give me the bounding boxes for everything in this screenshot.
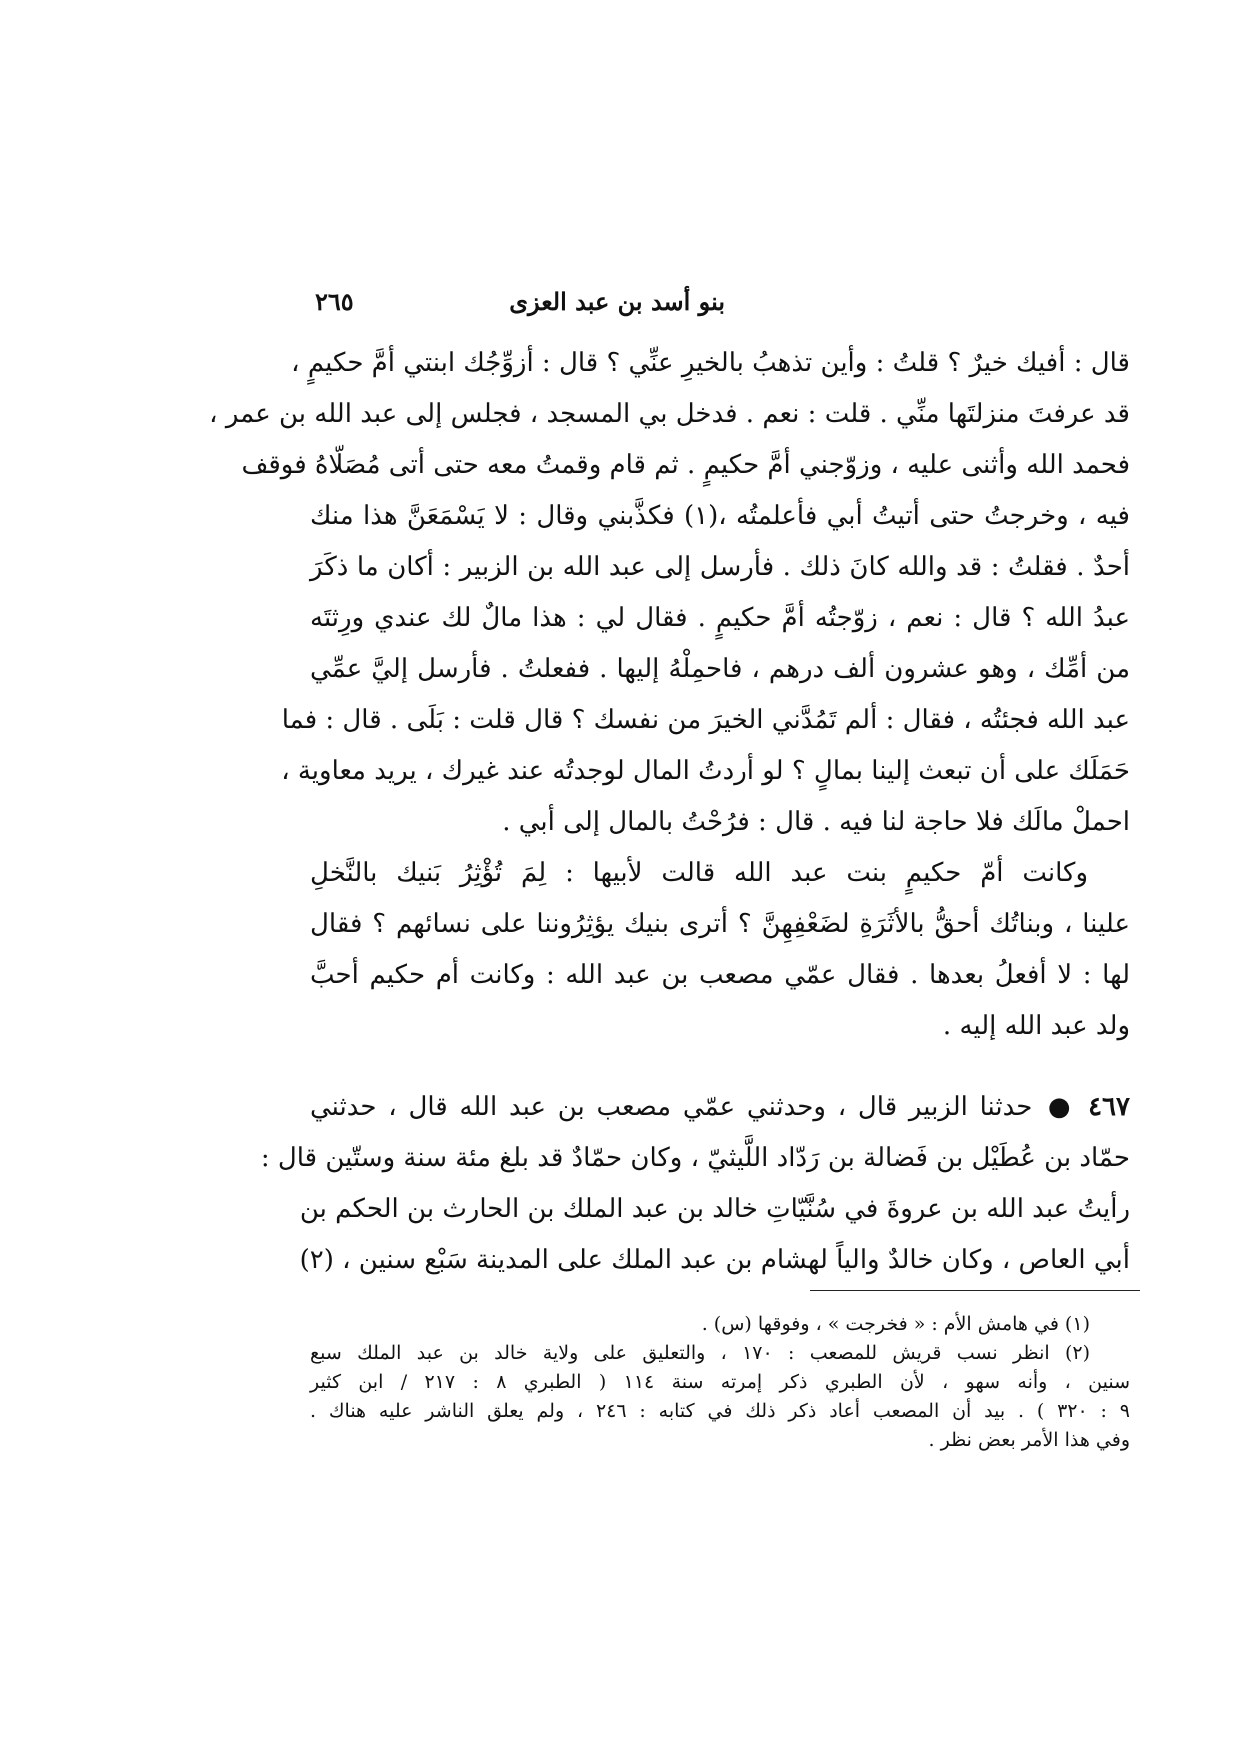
hadith-line-text: حدثنا الزبير قال ، وحدثني عمّي مصعب بن عبد الله قال ، حدثني	[310, 1092, 1033, 1122]
footnote-line: ٩ : ٣٢٠ ) . بيد أن المصعب أعاد ذكر ذلك في كتابه : ٢٤٦ ، ولم يعلق الناشر عليه هناك .	[310, 1400, 1131, 1422]
text-line: فحمد الله وأثنى عليه ، وزوّجني أمَّ حكيمٍ . ثم قام وقمتُ معه حتى أتى مُصَلّاهُ فوقف	[241, 450, 1130, 480]
bullet-icon: ●	[1044, 1092, 1075, 1122]
page-header	[315, 282, 725, 322]
text-line: رأيتُ عبد الله بن عروةَ في سُنَّيّاتِ خالد بن عبد الملك بن الحارث بن الحكم بن	[299, 1194, 1130, 1224]
text-line: أحدٌ . فقلتُ : قد والله كانَ ذلك . فأرسل إلى عبد الله بن الزبير : أكان ما ذكَرَ	[310, 552, 1130, 582]
footnote-line: وفي هذا الأمر بعض نظر .	[928, 1429, 1130, 1451]
text-line: قد عرفتَ منزلتَها منِّي . قلت : نعم . فدخل بي المسجد ، فجلس إلى عبد الله بن عمر ،	[209, 399, 1130, 429]
paragraph-1	[209, 338, 1130, 848]
footnote-divider	[810, 1290, 1140, 1291]
text-line: من أمِّك ، وهو عشرون ألف درهم ، فاحمِلْهُ إليها . ففعلتُ . فأرسل إليَّ عمِّي	[310, 654, 1130, 684]
text-line: عبد الله فجئتُه ، فقال : ألم تَمُدَّني الخيرَ من نفسك ؟ قال قلت : بَلَى . قال : فما	[281, 705, 1130, 735]
main-text	[209, 338, 1130, 1286]
running-title: بنو أسد بن عبد العزى	[509, 287, 725, 316]
footnote-line: (٢) انظر نسب قريش للمصعب : ١٧٠ ، والتعليق على ولاية خالد بن عبد الملك سبع	[310, 1342, 1090, 1364]
paragraph-2	[310, 848, 1130, 1052]
text-line: عبدُ الله ؟ قال : نعم ، زوّجتُه أمَّ حكيمٍ . فقال لي : هذا مالٌ لك عندي ورِثتَه	[310, 603, 1130, 633]
text-line: لها : لا أفعلُ بعدها . فقال عمّي مصعب بن عبد الله : وكانت أم حكيم أحبَّ	[310, 960, 1130, 990]
text-line: علينا ، وبناتُك أحقُّ بالأثَرَةِ لضَعْفِهِنَّ ؟ أترى بنيك يؤثِرُوننا على نسائهم ؟ فقال	[310, 909, 1130, 939]
text-line	[310, 1082, 1130, 1133]
text-line: احملْ مالَك فلا حاجة لنا فيه . قال : فرُحْتُ بالمال إلى أبي .	[502, 807, 1130, 837]
text-line: أبي العاص ، وكان خالدٌ والياً لهشام بن عبد الملك على المدينة سَبْع سنين ، (٢)	[299, 1245, 1130, 1275]
hadith-entry	[260, 1082, 1130, 1286]
text-line: فيه ، وخرجتُ حتى أتيتُ أبي فأعلمتُه ،(١) فكذَّبني وقال : لا يَسْمَعَنَّ هذا منك	[310, 501, 1130, 531]
footnotes	[310, 1310, 1130, 1455]
hadith-number: ٤٦٧	[1088, 1092, 1130, 1122]
footnote-line: سنين ، وأنه سهو ، لأن الطبري ذكر إمرته سنة ١١٤ ( الطبري ٨ : ٢١٧ / ابن كثير	[310, 1371, 1130, 1393]
text-line: وكانت أمّ حكيمٍ بنت عبد الله قالت لأبيها : لِمَ تُؤْثِرُ بَنيك بالنَّخلِ	[310, 858, 1088, 888]
text-line: حمّاد بن عُطَيْل بن فَضالة بن رَدّاد اللَّيثيّ ، وكان حمّادٌ قد بلغ مئة سنة وستّين قال :	[260, 1143, 1130, 1173]
text-line: قال : أفيك خيرٌ ؟ قلتُ : وأين تذهبُ بالخيرِ عنِّي ؟ قال : أزوِّجُك ابنتي أمَّ حكيمٍ ،	[291, 348, 1130, 378]
footnote-line: (١) في هامش الأم : « فخرجت » ، وفوقها (س) .	[701, 1313, 1090, 1335]
page-number: ٢٦٥	[315, 287, 354, 316]
text-line: حَمَلَك على أن تبعث إلينا بمالٍ ؟ لو أردتُ المال لوجدتُه عند غيرك ، يريد معاوية ،	[281, 756, 1130, 786]
text-line: ولد عبد الله إليه .	[942, 1011, 1130, 1041]
